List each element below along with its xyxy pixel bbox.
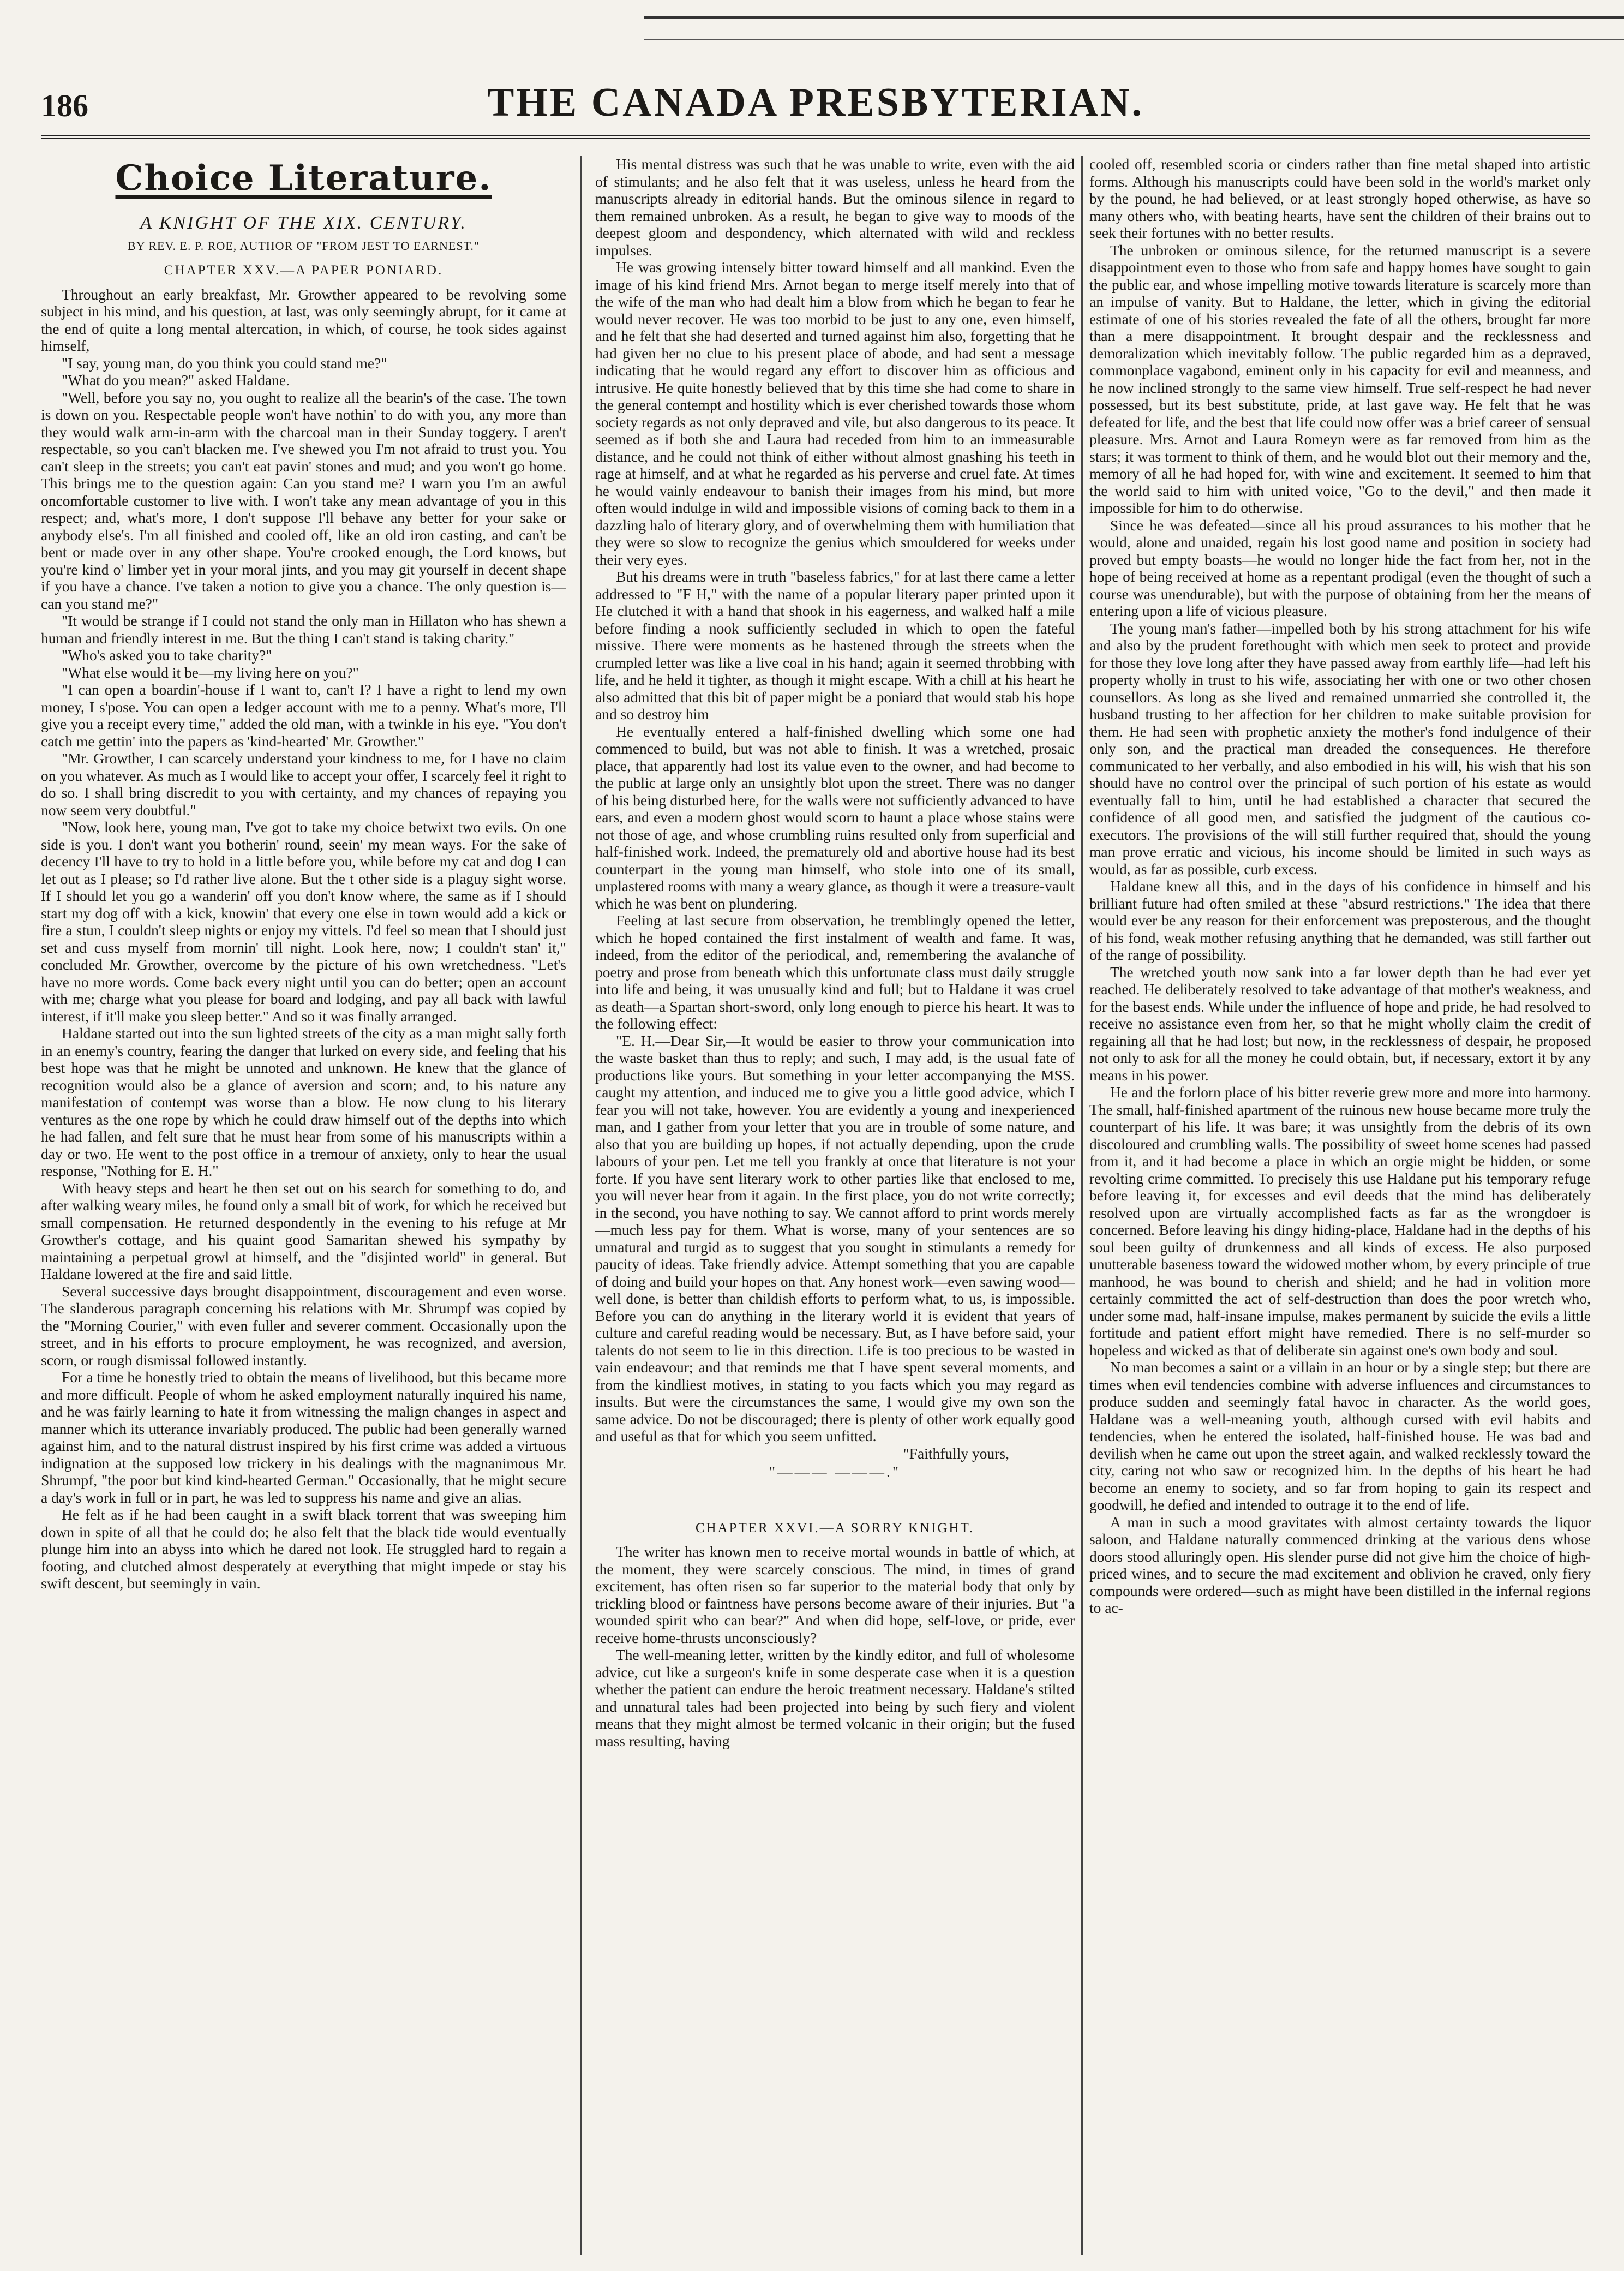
paragraph: "Well, before you say no, you ought to realize all the bearin's of the case. The town is down on you. Respectable people won't have nothin' to do with you, any more than they would walk arm-in-arm with the charcoal man in their Sunday toggery. I aren't respectable, so you can't blacken me. I've shewed you I'm not afraid to trust you. You can't sleep in the streets; you can't eat pavin' stones and mud; and you won't go home. This brings me to the question again: Can you stand me? I warn you I'm an awful oncomfortable customer to live with. I won't take any mean advantage of you in this respect; and, what's more, I don't suppose I'll behave any better for your sake or anybody else's. I'm all finished and cooled off, like an old iron casting, and can't be bent or made over in any other shape. You're crooked enough, the Lord knows, but you're kind o' limber yet in your moral jints, and you may git yourself in decent shape if you have a chance. I've taken a notion to give you a chance. The only question is—can you stand me?" — [41, 389, 566, 612]
paragraph: "It would be strange if I could not stand the only man in Hillaton who has shewn a human and friendly interest in me. But the thing I can't stand is taking charity." — [41, 612, 566, 647]
column-rule — [1081, 156, 1083, 2255]
letter-paragraph: "E. H.—Dear Sir,—It would be easier to throw your communication into the waste basket than thus to reply; and such, I may add, is the usual fate of productions like yours. But something in your letter accompanying the MSS. caught my attention, and induced me to give you a little good advice, which I fear you will not take, however. You are evidently a young and inexperienced man, and I gather from your letter that you are in trouble of some nature, and also that you are building up hopes, if not actually depending, upon the crude labours of your pen. Let me tell you frankly at once that literature is not your forte. If you have sent literary work to other parties like that enclosed to me, you will never hear from it again. In the first place, you do not write correctly; in the second, you have nothing to say. We cannot afford to print words merely—much less pay for them. What is worse, many of your sentences are so unnatural and turgid as to suggest that you sought in stimulants a remedy for paucity of ideas. Take friendly advice. Attempt something that you are capable of doing and build your hopes on that. Any honest work—even sawing wood—well done, is better than childish efforts to perform what, to us, is impossible. Before you can do anything in the literary world it is evident that years of culture and careful reading would be necessary. But, as I have before said, your talents do not seem to lie in this direction. Life is too precious to be wasted in vain endeavour; and that reminds me that I have spent several moments, and from the kindliest motives, in stating to you facts which you may regard as insults. But were the circumstances the same, I would give my own son the same advice. Do not be discouraged; there is plenty of other work equally good and useful as that for which you seem unfitted. — [595, 1032, 1075, 1444]
paragraph: "What else would it be—my living here on you?" — [62, 664, 359, 681]
paragraph: But his dreams were in truth "baseless fabrics," for at last there came a letter addressed to "F H," with the name of a popular literary paper printed upon it He clutched it with a hand that shook in his eagerness, and walked half a mile before finding a nook sufficiently secluded in which to open the fateful missive. There were moments as he hastened through the streets when the crumpled letter was like a live coal in his hand; again it seemed throbbing with life, and he held it tighter, as though it might escape. With a chill at his heart he also admitted that this bit of paper might be a poniard that would stab his hope and so destroy him — [595, 568, 1075, 722]
letter-signature: "——— ———." — [769, 1463, 901, 1480]
paragraph: The young man's father—impelled both by his strong attachment for his wife and also by the prudent forethought with which men seek to protect and provide for those they love long after they have passed away from earthly life—had left his property wholly in trust to his wife, associating her with one or two other chosen counsellors. As long as she lived and remained unmarried she controlled it, the husband trusting to her affection for her children to make suitable provision for them. He had seen with prophetic anxiety the mother's fond indulgence of their only son, and the practical man dreaded the consequences. He therefore communicated to her verbally, and also embodied in his will, his wish that his son should have no control over the principal of such portion of his estate as would eventually fall to him, until he had established a character that secured the confidence of all good men, and satisfied the judgment of the cautious co-executors. The provisions of the will still further required that, should the young man prove erratic and vicious, his income should be limited in such ways as would, as far as possible, curb excess. — [1089, 619, 1591, 877]
paragraph: "Mr. Growther, I can scarcely understand your kindness to me, for I have no claim on you whatever. As much as I would like to accept your offer, I scarcely feel it right to do so. I shall bring discredit to you with certainty, and my chances of repaying you now seem very doubtful." — [41, 750, 566, 818]
paragraph: He was growing intensely bitter toward himself and all mankind. Even the image of his kind friend Mrs. Arnot began to merge itself merely into that of the wife of the man who had dealt him a blow from which he began to fear he would never recover. He was too morbid to be just to any one, even himself, and he felt that she had deserted and turned against him also, forgetting that he had given her no clue to his present place of abode, and had sent a message indicating that he would regard any effort to discover him as officious and intrusive. He quite honestly believed that by this time she had come to share in the general contempt and hostility which is ever cherished towards those whom society regards as not only depraved and vile, but also dangerous to its peace. It seemed as if both she and Laura had receded from him to an immeasurable distance, and he could not think of either without almost gnashing his teeth in rage at himself, and at what he regarded as his perverse and cruel fate. At times he would vainly endeavour to banish their images from his mind, but more often would indulge in wild and impossible visions of coming back to them in a dazzling halo of literary glory, and of overwhelming them with humiliation that they were so slow to recognize the genius which smouldered for weeks under their very eyes. — [595, 259, 1075, 568]
paragraph: His mental distress was such that he was unable to write, even with the aid of stimulants; and he also felt that it was useless, unless he heard from the manuscripts already in editorial hands. But the ominous silence in regard to them remained unbroken. As a result, he began to give way to moods of the deepest gloom and despondency, which alternated with wild and reckless impulses. — [595, 156, 1075, 259]
paragraph: The unbroken or ominous silence, for the returned manuscript is a severe disappointment even to those who from safe and happy homes have sought to gain the public ear, and whose impelling motive towards literature is scarcely more than an impulse of vanity. But to Haldane, the letter, which in giving the editorial estimate of one of his stories revealed the fate of all the others, brought far more than a mere disappointment. It brought despair and the recklessness and demoralization which inevitably follow. The public regarded him as a depraved, commonplace vagabond, eminent only in his capacity for evil and meanness, and he now inclined strongly to the same view himself. True self-respect he had never possessed, but its best substitute, pride, at last gave way. He felt that he was defeated for life, and the best that life could now offer was a brief career of sensual pleasure. Mrs. Arnot and Laura Romeyn were as far removed from him as the stars; it was torment to think of them, and he would blot out their memory and the, memory of all he had hoped for, with wine and excitement. It seemed to him that the world said to him with united voice, "Go to the devil," and then made it impossible for him to do otherwise. — [1089, 241, 1591, 516]
top-border-rule — [644, 16, 1624, 40]
paragraph: He and the forlorn place of his bitter reverie grew more and more into harmony. The small, half-finished apartment of the ruinous new house became more truly the counterpart of his life. It was bare; it was unsightly from the debris of its own discoloured and crumbling walls. The possibility of sweet home scenes had passed from it, and it had become a place in which an orgie might be hidden, or some revolting crime committed. To precisely this use Haldane put his temporary refuge before leaving it, for excesses and evil deeds that the mind has deliberately resolved upon are virtually accomplished facts as far as the wrongdoer is concerned. Before leaving his dingy hiding-place, Haldane had in the depths of his soul been guilty of drunkenness and all kinds of excess. He also purposed unutterable baseness toward the widowed mother whom, by every principle of true manhood, he was bound to cherish and shield; and he had in volition more certainly committed the act of self-destruction than does the poor wretch who, under some mad, half-insane impulse, makes permanent by suicide the evils a little fortitude and patient effort might have remedied. There is no self-murder so hopeless and wicked as that of deliberate sin against one's own body and soul. — [1089, 1084, 1591, 1359]
letter-signoff: "Faithfully yours, — [903, 1444, 1009, 1462]
masthead-title: THE CANADA PRESBYTERIAN. — [487, 80, 1144, 125]
paragraph: "Who's asked you to take charity?" — [62, 647, 272, 664]
paragraph: The wretched youth now sank into a far lower depth than he had ever yet reached. He deliberately resolved to take advantage of that mother's weakness, and for the basest ends. While under the influence of hope and pride, he had resolved to receive no assistance even from her, so that he might wholly claim the credit of regaining all that he had lost; but now, in the recklessness of despair, he proposed not only to ask for all the money he could obtain, but, if necessary, extort it by any means in his power. — [1089, 963, 1591, 1084]
paragraph: Several successive days brought disappointment, discouragement and even worse. The slanderous paragraph concerning his relations with Mr. Shrumpf was copied by the "Morning Courier," with even fuller and severer comment. Occasionally upon the street, and in his efforts to procure employment, he was recognized, and aversion, scorn, or rough dismissal followed instantly. — [41, 1282, 566, 1368]
paragraph: Feeling at last secure from observation, he tremblingly opened the letter, which he hoped contained the first instalment of wealth and fame. It was, indeed, from the editor of the periodical, and, remembering the avalanche of poetry and prose from beneath which this unfortunate class must daily struggle into life and being, it was unusually kind and full; but to Haldane it was cruel as death—a Spartan short-sword, only long enough to pierce his heart. It was to the following effect: — [595, 912, 1075, 1032]
section-gap — [595, 1488, 1075, 1516]
paragraph: With heavy steps and heart he then set out on his search for something to do, and after walking weary miles, he found only a small bit of work, for which he received but small compensation. He returned despondently in the evening to his refuge at Mr Growther's cottage, and his quaint good Samaritan shewed his sympathy by maintaining a perpetual growl at himself, and the "disjinted world" in general. But Haldane lowered at the fire and said little. — [41, 1179, 566, 1282]
chapter-heading: CHAPTER XXV.—A PAPER PONIARD. — [164, 263, 444, 278]
paragraph: "I say, young man, do you think you could stand me?" — [62, 354, 387, 372]
byline: BY REV. E. P. ROE, AUTHOR OF "FROM JEST TO EARNEST." — [128, 238, 480, 253]
column-1 — [41, 156, 566, 2255]
column-3 — [1089, 156, 1591, 2255]
paragraph: "Now, look here, young man, I've got to take my choice betwixt two evils. On one side is you. I don't want you botherin' round, seein' my mean ways. For the sake of decency I'll have to try to hold in a little before you, while before my cat and dog I can let out as I please; so I'd rather live alone. But the t other side is a plaguy sight worse. If I should let you go a wanderin' off you don't know where, the same as if I should start my dog off with a kick, knowin' that every one else in town would add a kick or fire a stun, I couldn't sleep nights or enjoy my vittels. I'd feel so mean that I should just set and cuss myself from mornin' till night. Look here, now; I couldn't stan' it," concluded Mr. Growther, overcome by the picture of his own wretchedness. "Let's have no more words. Come back every night until you can do better; open an account with me; charge what you please for board and lodging, and pay all back with lawful interest, if it'll make you sleep better." And so it was finally arranged. — [41, 818, 566, 1025]
chapter-heading: CHAPTER XXVI.—A SORRY KNIGHT. — [695, 1520, 975, 1535]
column-rule — [580, 156, 582, 2255]
paragraph: A man in such a mood gravitates with almost certainty towards the liquor saloon, and Haldane naturally commenced drinking at the various dens whose doors stood alluringly open. His slender purse did not give him the choice of high-priced wines, and to secure the mad excitement and oblivion he craved, only fiery compounds were ordered—such as might have been distilled in the infernal regions to ac- — [1089, 1513, 1591, 1616]
paragraph: Throughout an early breakfast, Mr. Growther appeared to be revolving some subject in his mind, and his question, at last, was only seemingly abrupt, for it came at the end of quite a long mental altercation, in which, of course, he took sides against himself, — [41, 285, 566, 354]
paragraph: For a time he honestly tried to obtain the means of livelihood, but this became more and more difficult. People of whom he asked employment naturally inquired his name, and he was fairly learning to hate it from witnessing the malign changes in aspect and manner which its utterance invariably produced. The public had been generally warned against him, and to the natural distrust inspired by his first crime was added a virtuous indignation at the supposed low trickery in his dealings with the magnanimous Mr. Shrumpf, "the poor but kind kind-hearted German." Occasionally, that he might secure a day's work in full or in part, he was led to suppress his name and give an alias. — [41, 1368, 566, 1506]
paragraph: cooled off, resembled scoria or cinders rather than fine metal shaped into artistic forms. Although his manuscripts could have been sold in the world's market only by the pound, he had believed, or at least strongly hoped otherwise, as have so many others who, with beating hearts, have sent the children of their brains out to seek their fortunes with no better results. — [1089, 156, 1591, 241]
story-title: A KNIGHT OF THE XIX. CENTURY. — [140, 213, 467, 233]
paragraph: Haldane started out into the sun lighted streets of the city as a man might sally forth in an enemy's country, fearing the danger that lurked on every side, and feeling that his best hope was that he might be unnoted and unknown. He knew that the glance of recognition would also be a glance of aversion and scorn; and, to his nature any manifestation of contempt was worse than a blow. He now clung to his literary ventures as the one rope by which he could draw himself out of the depths into which he had fallen, and felt sure that he must hear from some of his manuscripts within a day or two. He went to the post office in a tremour of anxiety, only to hear the usual response, "Nothing for E. H." — [41, 1025, 566, 1179]
page-number: 186 — [41, 88, 88, 123]
paragraph: He eventually entered a half-finished dwelling which some one had commenced to build, but was not able to finish. It was a wretched, prosaic place, that apparently had lost its value even to the owner, and had become to the public at large only an unsightly blot upon the street. There was no danger of his being disturbed here, for the walls were not sufficiently advanced to have ears, and even a modern ghost would scorn to haunt a place whose stains were not those of age, and whose crumbling ruins resulted only from superficial and half-finished work. Indeed, the prematurely old and abortive house had its best counterpart in the young man himself, who stole into one of its small, unplastered rooms with many a weary glance, as though it were a treasure-vault which he was bent on plundering. — [595, 722, 1075, 912]
paragraph: "What do you mean?" asked Haldane. — [62, 372, 290, 389]
paragraph: The writer has known men to receive mortal wounds in battle of which, at the moment, they were scarcely conscious. The mind, in times of grand excitement, has often risen so far superior to the material body that only by trickling blood or faintness have persons become aware of their injuries. But "a wounded spirit who can bear?" And when did hope, self-love, or pride, ever receive home-thrusts unconsciously? — [595, 1543, 1075, 1646]
department-heading: Choice Literature. — [115, 158, 492, 199]
paragraph: "I can open a boardin'-house if I want to, can't I? I have a right to lend my own money, I s'pose. You can open a ledger account with me to a penny. What's more, I'll give you a receipt every time," added the old man, with a twinkle in his eye. "You don't catch me gettin' into the papers as 'kind-hearted' Mr. Growther." — [41, 681, 566, 750]
paragraph: Since he was defeated—since all his proud assurances to his mother that he would, alone and unaided, regain his lost good name and position in society had proved but empty boasts—he would no longer hide the fact from her, not in the hope of being received at home as a repentant prodigal (even the thought of such a course was unendurable), but with the purpose of obtaining from her the means of entering upon a life of vicious pleasure. — [1089, 516, 1591, 619]
paragraph: Haldane knew all this, and in the days of his confidence in himself and his brilliant future had often smiled at these "absurd restrictions." The idea that there would ever be any reason for their enforcement was preposterous, and the thought of his fond, weak mother refusing anything that he demanded, was still farther out of the range of possibility. — [1089, 877, 1591, 963]
paragraph: He felt as if he had been caught in a swift black torrent that was sweeping him down in spite of all that he could do; he also felt that the black tide would eventually plunge him into an abyss into which he dared not look. He struggled hard to regain a footing, and clutched almost desperately at everything that might impede or stay his swift descent, but seemingly in vain. — [41, 1506, 566, 1592]
paragraph: No man becomes a saint or a villain in an hour or by a single step; but there are times when evil tendencies combine with adverse influences and circumstances to produce sudden and seemingly fatal havoc in character. As the world goes, Haldane was a well-meaning youth, although cursed with evil habits and tendencies, when he entered the isolated, half-finished house. He was bad and devilish when he came out upon the street again, and walked recklessly toward the city, caring not who saw or recognized him. In the depths of his heart he had become an enemy to society, and so far from hoping to gain its respect and goodwill, he defied and intended to outrage it to the end of life. — [1089, 1359, 1591, 1513]
paragraph: The well-meaning letter, written by the kindly editor, and full of wholesome advice, cut like a surgeon's knife in some desperate case when it is a question whether the patient can endure the heroic treatment necessary. Haldane's stilted and unnatural tales had been projected into being by such fiery and violent means that they might almost be termed volcanic in their origin; but the fused mass resulting, having — [595, 1646, 1075, 1749]
column-2 — [595, 156, 1075, 2255]
page-header — [41, 75, 1590, 139]
